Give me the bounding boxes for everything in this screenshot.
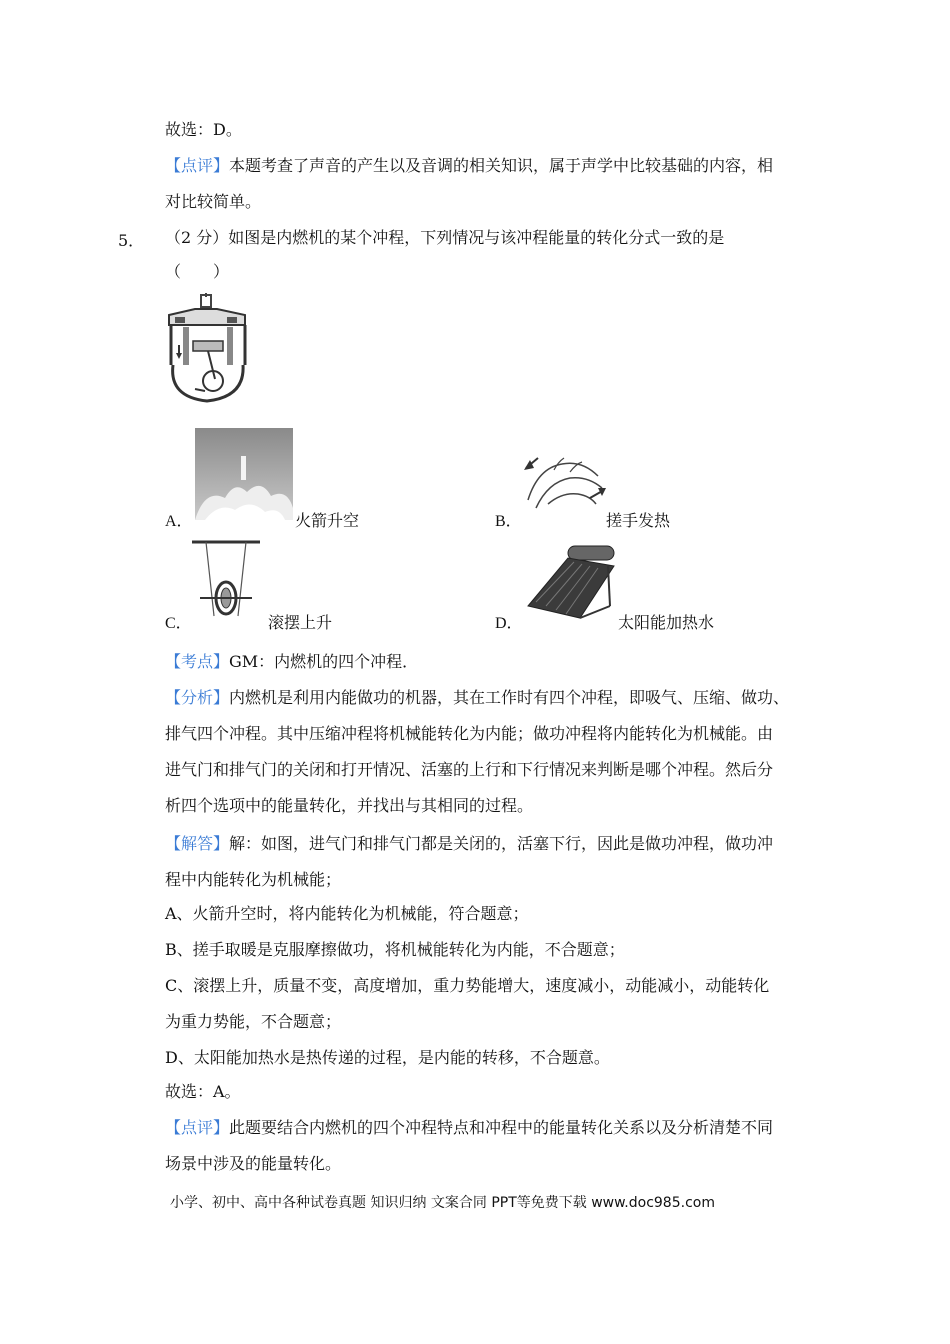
jieda-c-cont: 为重力势能，不合题意；: [165, 1012, 342, 1031]
comment-text: 本题考查了声音的产生以及音调的相关知识，属于声学中比较基础的内容，相: [229, 156, 774, 175]
fenxi-line-3: 进气门和排气门的关闭和打开情况、活塞的上行和下行情况来判断是哪个冲程。然后分: [165, 760, 774, 779]
jieda-tag: 【解答】: [165, 834, 230, 853]
option-a-letter: A．: [165, 513, 193, 530]
kaodian: [165, 652, 418, 672]
prev-comment: [165, 156, 773, 176]
option-b-label: 搓手发热: [606, 511, 671, 530]
jieda-d: D、太阳能加热水是热传递的过程，是内能的转移，不合题意。: [165, 1048, 610, 1067]
jieda-c: C、滚摆上升，质量不变，高度增加，重力势能增大，速度减小，动能减小，动能转化: [165, 976, 770, 995]
engine-diagram: [165, 293, 251, 405]
fenxi: [165, 688, 789, 708]
kaodian-tag: 【考点】: [165, 652, 230, 671]
option-d-letter: D．: [495, 615, 523, 632]
question-text: （2 分）如图是内燃机的某个冲程，下列情况与该冲程能量的转化分式一致的是: [165, 228, 725, 247]
fenxi-line-4: 析四个选项中的能量转化，并找出与其相同的过程。: [165, 796, 534, 815]
fenxi-tag: 【分析】: [165, 688, 230, 707]
page-footer: 小学、初中、高中各种试卷真题 知识归纳 文案合同 PPT等免费下载 www.doc985.com: [170, 1195, 715, 1211]
question-number: 5．: [118, 231, 145, 250]
fenxi-line-2: 排气四个冲程。其中压缩冲程将机械能转化为内能；做功冲程将内能转化为机械能。由: [165, 724, 774, 743]
final-answer: 故选：A。: [165, 1082, 241, 1101]
jieda-line-2: 程中内能转化为机械能；: [165, 870, 342, 889]
comment-tag: 【点评】: [165, 156, 230, 175]
option-d-label: 太阳能加热水: [618, 613, 715, 632]
fenxi-text: 内燃机是利用内能做功的机器，其在工作时有四个冲程，即吸气、压缩、做功、: [229, 688, 790, 707]
rubbing-hands-image: [518, 448, 610, 518]
dianping-tag: 【点评】: [165, 1118, 230, 1137]
kaodian-text: GM：内燃机的四个冲程．: [229, 652, 419, 671]
solar-water-heater-image: [524, 540, 618, 622]
option-a-label: 火箭升空: [295, 511, 360, 530]
jieda-text: 解：如图，进气门和排气门都是关闭的，活塞下行，因此是做功冲程，做功冲: [229, 834, 774, 853]
jieda: [165, 834, 773, 854]
option-c-letter: C．: [165, 615, 192, 632]
maxwell-wheel-image: [190, 538, 262, 622]
prev-answer: 故选：D。: [165, 120, 242, 139]
dianping-line-2: 场景中涉及的能量转化。: [165, 1154, 342, 1173]
dianping-text: 此题要结合内燃机的四个冲程特点和冲程中的能量转化关系以及分析清楚不同: [229, 1118, 774, 1137]
question-blank: （ ）: [165, 262, 230, 281]
jieda-a: A、火箭升空时，将内能转化为机械能，符合题意；: [165, 904, 529, 923]
jieda-b: B、搓手取暖是克服摩擦做功，将机械能转化为内能，不合题意；: [165, 940, 625, 959]
prev-comment-cont: 对比较简单。: [165, 192, 262, 211]
option-b-letter: B．: [495, 513, 522, 530]
dianping: [165, 1118, 773, 1138]
rocket-launch-image: [195, 428, 293, 520]
option-c-label: 滚摆上升: [268, 613, 333, 632]
